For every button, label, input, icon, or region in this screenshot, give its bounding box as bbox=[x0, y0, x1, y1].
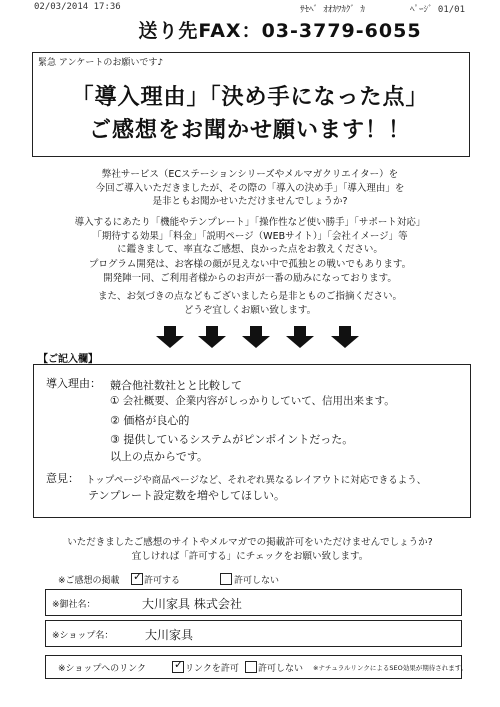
headline-line-2: ご感想をお聞かせ願います！！ bbox=[88, 118, 411, 143]
link-deny-checkbox[interactable] bbox=[245, 661, 257, 673]
reason-text: ① 会社概要、企業内容がしっかりしていて、信用出来ます。 bbox=[110, 395, 395, 407]
closing-paragraph bbox=[40, 290, 460, 317]
check-mark-icon: ✓ bbox=[133, 570, 143, 583]
company-name-label: ※御社名： bbox=[52, 600, 96, 610]
publish-allow-label: 許可する bbox=[144, 576, 181, 586]
intro-line: 是非ともお聞かせいただけませんでしょうか? bbox=[152, 196, 348, 207]
program-note-paragraph bbox=[40, 258, 460, 285]
fax-datetime: 02/03/2014 17:36 bbox=[34, 2, 121, 12]
opinion-lead: 意見： bbox=[46, 472, 79, 485]
company-name-field[interactable] bbox=[45, 589, 462, 616]
publish-allow-checkbox[interactable] bbox=[131, 570, 143, 585]
company-name-value: 大川家具 株式会社 bbox=[142, 597, 242, 611]
check-mark-icon: ✓ bbox=[174, 658, 184, 671]
reason-lead: 導入理由： bbox=[46, 377, 101, 390]
opinion-text: トップページや商品ページなど、それぞれ異なるレイアウトに対応できるよう、 bbox=[86, 475, 427, 486]
reason-text: 以上の点からです。 bbox=[110, 450, 209, 463]
reason-text: 競合他社数社とと比較して bbox=[110, 379, 242, 392]
link-permission-label: ※ショップへのリンク bbox=[58, 664, 147, 674]
link-allow-checkbox[interactable] bbox=[172, 658, 184, 673]
publish-deny-label: 許可しない bbox=[234, 576, 280, 586]
permission-question bbox=[40, 536, 460, 564]
intro-line: 弊社サービス（ECステーションシリーズやメルマガクリエイター）を bbox=[101, 169, 399, 180]
shop-name-label: ※ショップ名： bbox=[52, 631, 114, 641]
closing-line: どうぞ宜しくお願い致します。 bbox=[183, 304, 317, 316]
permission-question-line: いただきましたご感想のサイトやメルマガでの掲載許可をいただけませんでしょうか? bbox=[67, 537, 433, 548]
shop-name-value: 大川家具 bbox=[145, 628, 194, 642]
topics-line: に鑑きまして、率直なご感想、良かった点をお教えください。 bbox=[117, 244, 383, 255]
intro-line: 今回ご導入いただきましたが、その際の「導入の決め手」「導入理由」を bbox=[95, 182, 405, 194]
closing-line: また、お気づきの点などもございましたら是非とものご指摘ください。 bbox=[97, 291, 402, 302]
fax-page: ﾍﾟｰｼﾞ 01/01 bbox=[410, 5, 466, 15]
link-deny-label: 許可しない bbox=[258, 664, 304, 674]
permission-question-line: 宜しければ「許可する」にチェックをお願い致します。 bbox=[131, 551, 369, 562]
opinion-text: テンプレート設定数を増やしてほしい。 bbox=[88, 489, 286, 502]
entry-section-label: 【ご記入欄】 bbox=[38, 354, 98, 365]
topics-line: 「期待する効果」「料金」「説明ページ（WEBサイト）」「会社イメージ」等 bbox=[92, 230, 408, 242]
topics-line: 導入するにあたり「機能やテンプレート」「操作性など使い勝手」「サポート対応」 bbox=[74, 217, 426, 228]
link-seo-note: ※ナチュラルリンクによるSEO効果が期待されます。 bbox=[313, 664, 468, 672]
reason-text: ② 価格が良心的 bbox=[110, 414, 190, 427]
urgent-label: 緊急 アンケートのお願いです♪ bbox=[38, 58, 164, 68]
publish-permission-label: ※ご感想の掲載 bbox=[58, 576, 120, 586]
program-note-line: 開発陣一同、ご利用者様からのお声が一番の励みになっております。 bbox=[103, 272, 397, 284]
reason-text: ③ 提供しているシステムがピンポイントだった。 bbox=[110, 433, 354, 446]
topics-paragraph bbox=[40, 216, 460, 257]
program-note-line: プログラム開発は、お客様の顔が見えない中で孤独との戦いでもあります。 bbox=[88, 259, 412, 270]
publish-deny-checkbox[interactable] bbox=[220, 573, 232, 585]
fax-destination: 送り先FAX：03-3779-6055 bbox=[138, 20, 422, 42]
link-allow-label: リンクを許可 bbox=[185, 664, 239, 674]
intro-paragraph bbox=[40, 168, 460, 209]
headline-line-1: 「導入理由」「決め手になった点」 bbox=[71, 85, 429, 110]
fax-sender: ｻｾﾍﾞ ｵｵｶﾜｶｸﾞ ｶ bbox=[300, 5, 365, 15]
